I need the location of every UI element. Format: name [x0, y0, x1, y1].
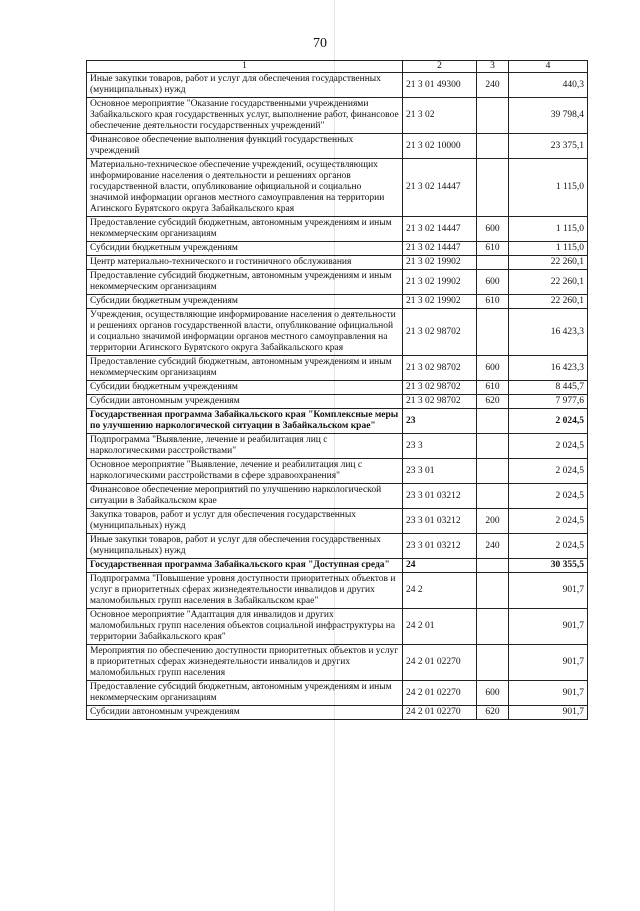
row-amount: 16 423,3: [509, 309, 588, 356]
table-row: [87, 609, 588, 645]
row-csr-code: 23 3: [403, 434, 477, 459]
row-name: Субсидии бюджетным учреждениям: [87, 381, 403, 395]
row-csr-code: 21 3 02 98702: [403, 356, 477, 381]
row-amount: 22 260,1: [509, 256, 588, 270]
table-row: [87, 681, 588, 706]
row-expense-type: 610: [477, 242, 509, 256]
row-csr-code: 21 3 02 19902: [403, 256, 477, 270]
table-row: [87, 356, 588, 381]
row-csr-code: 23: [403, 409, 477, 434]
row-csr-code: 24 2 01: [403, 609, 477, 645]
row-expense-type: 620: [477, 706, 509, 720]
row-expense-type: 240: [477, 534, 509, 559]
row-expense-type: 240: [477, 73, 509, 98]
table-row: [87, 309, 588, 356]
table-row: [87, 534, 588, 559]
row-name: Предоставление субсидий бюджетным, автономным учреждениям и иным некоммерческим организациям: [87, 217, 403, 242]
row-expense-type: [477, 409, 509, 434]
column-header-3: 3: [477, 61, 509, 73]
row-expense-type: [477, 309, 509, 356]
row-name: Финансовое обеспечение выполнения функций государственных учреждений: [87, 134, 403, 159]
row-amount: 901,7: [509, 681, 588, 706]
table-row: [87, 706, 588, 720]
row-csr-code: 23 3 01 03212: [403, 484, 477, 509]
row-csr-code: 23 3 01: [403, 459, 477, 484]
row-csr-code: 21 3 02 14447: [403, 242, 477, 256]
row-name: Субсидии автономным учреждениям: [87, 706, 403, 720]
row-amount: 22 260,1: [509, 295, 588, 309]
row-csr-code: 21 3 02 19902: [403, 295, 477, 309]
row-name: Мероприятия по обеспечению доступности приоритетных объектов и услуг в приоритетных сферах жизнедеятельности инвалидов и других маломобильных групп населения: [87, 645, 403, 681]
row-amount: 39 798,4: [509, 98, 588, 134]
row-name: Основное мероприятие "Адаптация для инвалидов и других маломобильных групп населения объектов социальной инфраструктуры на территории Забайкальского края": [87, 609, 403, 645]
row-expense-type: [477, 645, 509, 681]
row-csr-code: 21 3 02 14447: [403, 159, 477, 217]
row-expense-type: [477, 134, 509, 159]
table-row: [87, 73, 588, 98]
budget-table: [86, 60, 588, 720]
row-csr-code: 21 3 02: [403, 98, 477, 134]
row-csr-code: 24 2 01 02270: [403, 706, 477, 720]
table-row: [87, 484, 588, 509]
table-row: [87, 256, 588, 270]
row-amount: 16 423,3: [509, 356, 588, 381]
row-name: Основное мероприятие "Оказание государственными учреждениями Забайкальского края государственных услуг, выполнение работ, финансовое обеспечение деятельности государственных учреждений": [87, 98, 403, 134]
table-row: [87, 434, 588, 459]
table-row: [87, 217, 588, 242]
row-csr-code: 24 2 01 02270: [403, 681, 477, 706]
table-row: [87, 409, 588, 434]
column-header-4: 4: [509, 61, 588, 73]
column-header-1: 1: [87, 61, 403, 73]
row-name: Учреждения, осуществляющие информирование населения о деятельности и решениях органов государственной власти, опубликование официальной и социально значимой информации органов местного самоуправления на территории Агинского Бурятского округа Забайкальского края: [87, 309, 403, 356]
row-name: Государственная программа Забайкальского края "Доступная среда": [87, 559, 403, 573]
row-amount: 2 024,5: [509, 434, 588, 459]
row-name: Субсидии бюджетным учреждениям: [87, 242, 403, 256]
row-csr-code: 24: [403, 559, 477, 573]
row-name: Государственная программа Забайкальского края "Комплексные меры по улучшению наркологической ситуации в Забайкальском крае": [87, 409, 403, 434]
row-name: Предоставление субсидий бюджетным, автономным учреждениям и иным некоммерческим организациям: [87, 356, 403, 381]
row-csr-code: 24 2 01 02270: [403, 645, 477, 681]
row-csr-code: 21 3 02 98702: [403, 381, 477, 395]
row-expense-type: 610: [477, 295, 509, 309]
row-name: Закупка товаров, работ и услуг для обеспечения государственных (муниципальных) нужд: [87, 509, 403, 534]
row-expense-type: 600: [477, 270, 509, 295]
column-header-2: 2: [403, 61, 477, 73]
row-name: Субсидии бюджетным учреждениям: [87, 295, 403, 309]
row-amount: 2 024,5: [509, 484, 588, 509]
row-csr-code: 24 2: [403, 573, 477, 609]
row-expense-type: [477, 559, 509, 573]
row-name: Иные закупки товаров, работ и услуг для обеспечения государственных (муниципальных) нужд: [87, 534, 403, 559]
row-expense-type: 610: [477, 381, 509, 395]
table-row: [87, 242, 588, 256]
row-expense-type: [477, 484, 509, 509]
row-expense-type: 600: [477, 681, 509, 706]
row-name: Финансовое обеспечение мероприятий по улучшению наркологической ситуации в Забайкальском крае: [87, 484, 403, 509]
row-name: Основное мероприятие "Выявление, лечение и реабилитация лиц с наркологическими расстройствами в сфере здравоохранения": [87, 459, 403, 484]
row-csr-code: 21 3 02 98702: [403, 395, 477, 409]
row-amount: 901,7: [509, 609, 588, 645]
row-expense-type: [477, 609, 509, 645]
row-amount: 1 115,0: [509, 159, 588, 217]
row-amount: 23 375,1: [509, 134, 588, 159]
table-row: [87, 395, 588, 409]
row-expense-type: [477, 459, 509, 484]
row-expense-type: 620: [477, 395, 509, 409]
table-row: [87, 645, 588, 681]
table-row: [87, 159, 588, 217]
row-csr-code: 21 3 01 49300: [403, 73, 477, 98]
row-expense-type: [477, 159, 509, 217]
row-amount: 1 115,0: [509, 217, 588, 242]
page-number: 70: [313, 36, 327, 51]
row-expense-type: [477, 573, 509, 609]
row-expense-type: 600: [477, 217, 509, 242]
row-amount: 2 024,5: [509, 509, 588, 534]
row-csr-code: 23 3 01 03212: [403, 509, 477, 534]
row-csr-code: 21 3 02 14447: [403, 217, 477, 242]
table-header-row: [87, 61, 588, 73]
row-amount: 2 024,5: [509, 409, 588, 434]
row-name: Подпрограмма "Повышение уровня доступности приоритетных объектов и услуг в приоритетных сферах жизнедеятельности инвалидов и других маломобильных групп населения в Забайкальском крае": [87, 573, 403, 609]
row-amount: 2 024,5: [509, 534, 588, 559]
row-amount: 901,7: [509, 573, 588, 609]
row-expense-type: [477, 434, 509, 459]
row-amount: 30 355,5: [509, 559, 588, 573]
table-row: [87, 573, 588, 609]
row-amount: 1 115,0: [509, 242, 588, 256]
row-amount: 901,7: [509, 645, 588, 681]
table-row: [87, 559, 588, 573]
row-csr-code: 23 3 01 03212: [403, 534, 477, 559]
row-amount: 8 445,7: [509, 381, 588, 395]
table-row: [87, 509, 588, 534]
row-csr-code: 21 3 02 10000: [403, 134, 477, 159]
row-amount: 901,7: [509, 706, 588, 720]
table-row: [87, 381, 588, 395]
table-row: [87, 459, 588, 484]
row-name: Субсидии автономным учреждениям: [87, 395, 403, 409]
row-name: Предоставление субсидий бюджетным, автономным учреждениям и иным некоммерческим организациям: [87, 270, 403, 295]
row-csr-code: 21 3 02 19902: [403, 270, 477, 295]
row-csr-code: 21 3 02 98702: [403, 309, 477, 356]
row-name: Материально-техническое обеспечение учреждений, осуществляющих информирование населения о деятельности и решениях органов государственной власти, опубликование официальной и социально значимой информации органов местного самоуправления на территории Агинского Бурятского округа Забайкальского края: [87, 159, 403, 217]
row-expense-type: [477, 256, 509, 270]
table-row: [87, 270, 588, 295]
row-name: Подпрограмма "Выявление, лечение и реабилитация лиц с наркологическими расстройствами": [87, 434, 403, 459]
table-row: [87, 134, 588, 159]
row-amount: 2 024,5: [509, 459, 588, 484]
table-row: [87, 98, 588, 134]
row-expense-type: 600: [477, 356, 509, 381]
row-amount: 440,3: [509, 73, 588, 98]
table-row: [87, 295, 588, 309]
row-expense-type: [477, 98, 509, 134]
row-name: Центр материально-технического и гостиничного обслуживания: [87, 256, 403, 270]
row-name: Иные закупки товаров, работ и услуг для обеспечения государственных (муниципальных) нужд: [87, 73, 403, 98]
row-amount: 22 260,1: [509, 270, 588, 295]
row-expense-type: 200: [477, 509, 509, 534]
row-name: Предоставление субсидий бюджетным, автономным учреждениям и иным некоммерческим организациям: [87, 681, 403, 706]
row-amount: 7 977,6: [509, 395, 588, 409]
